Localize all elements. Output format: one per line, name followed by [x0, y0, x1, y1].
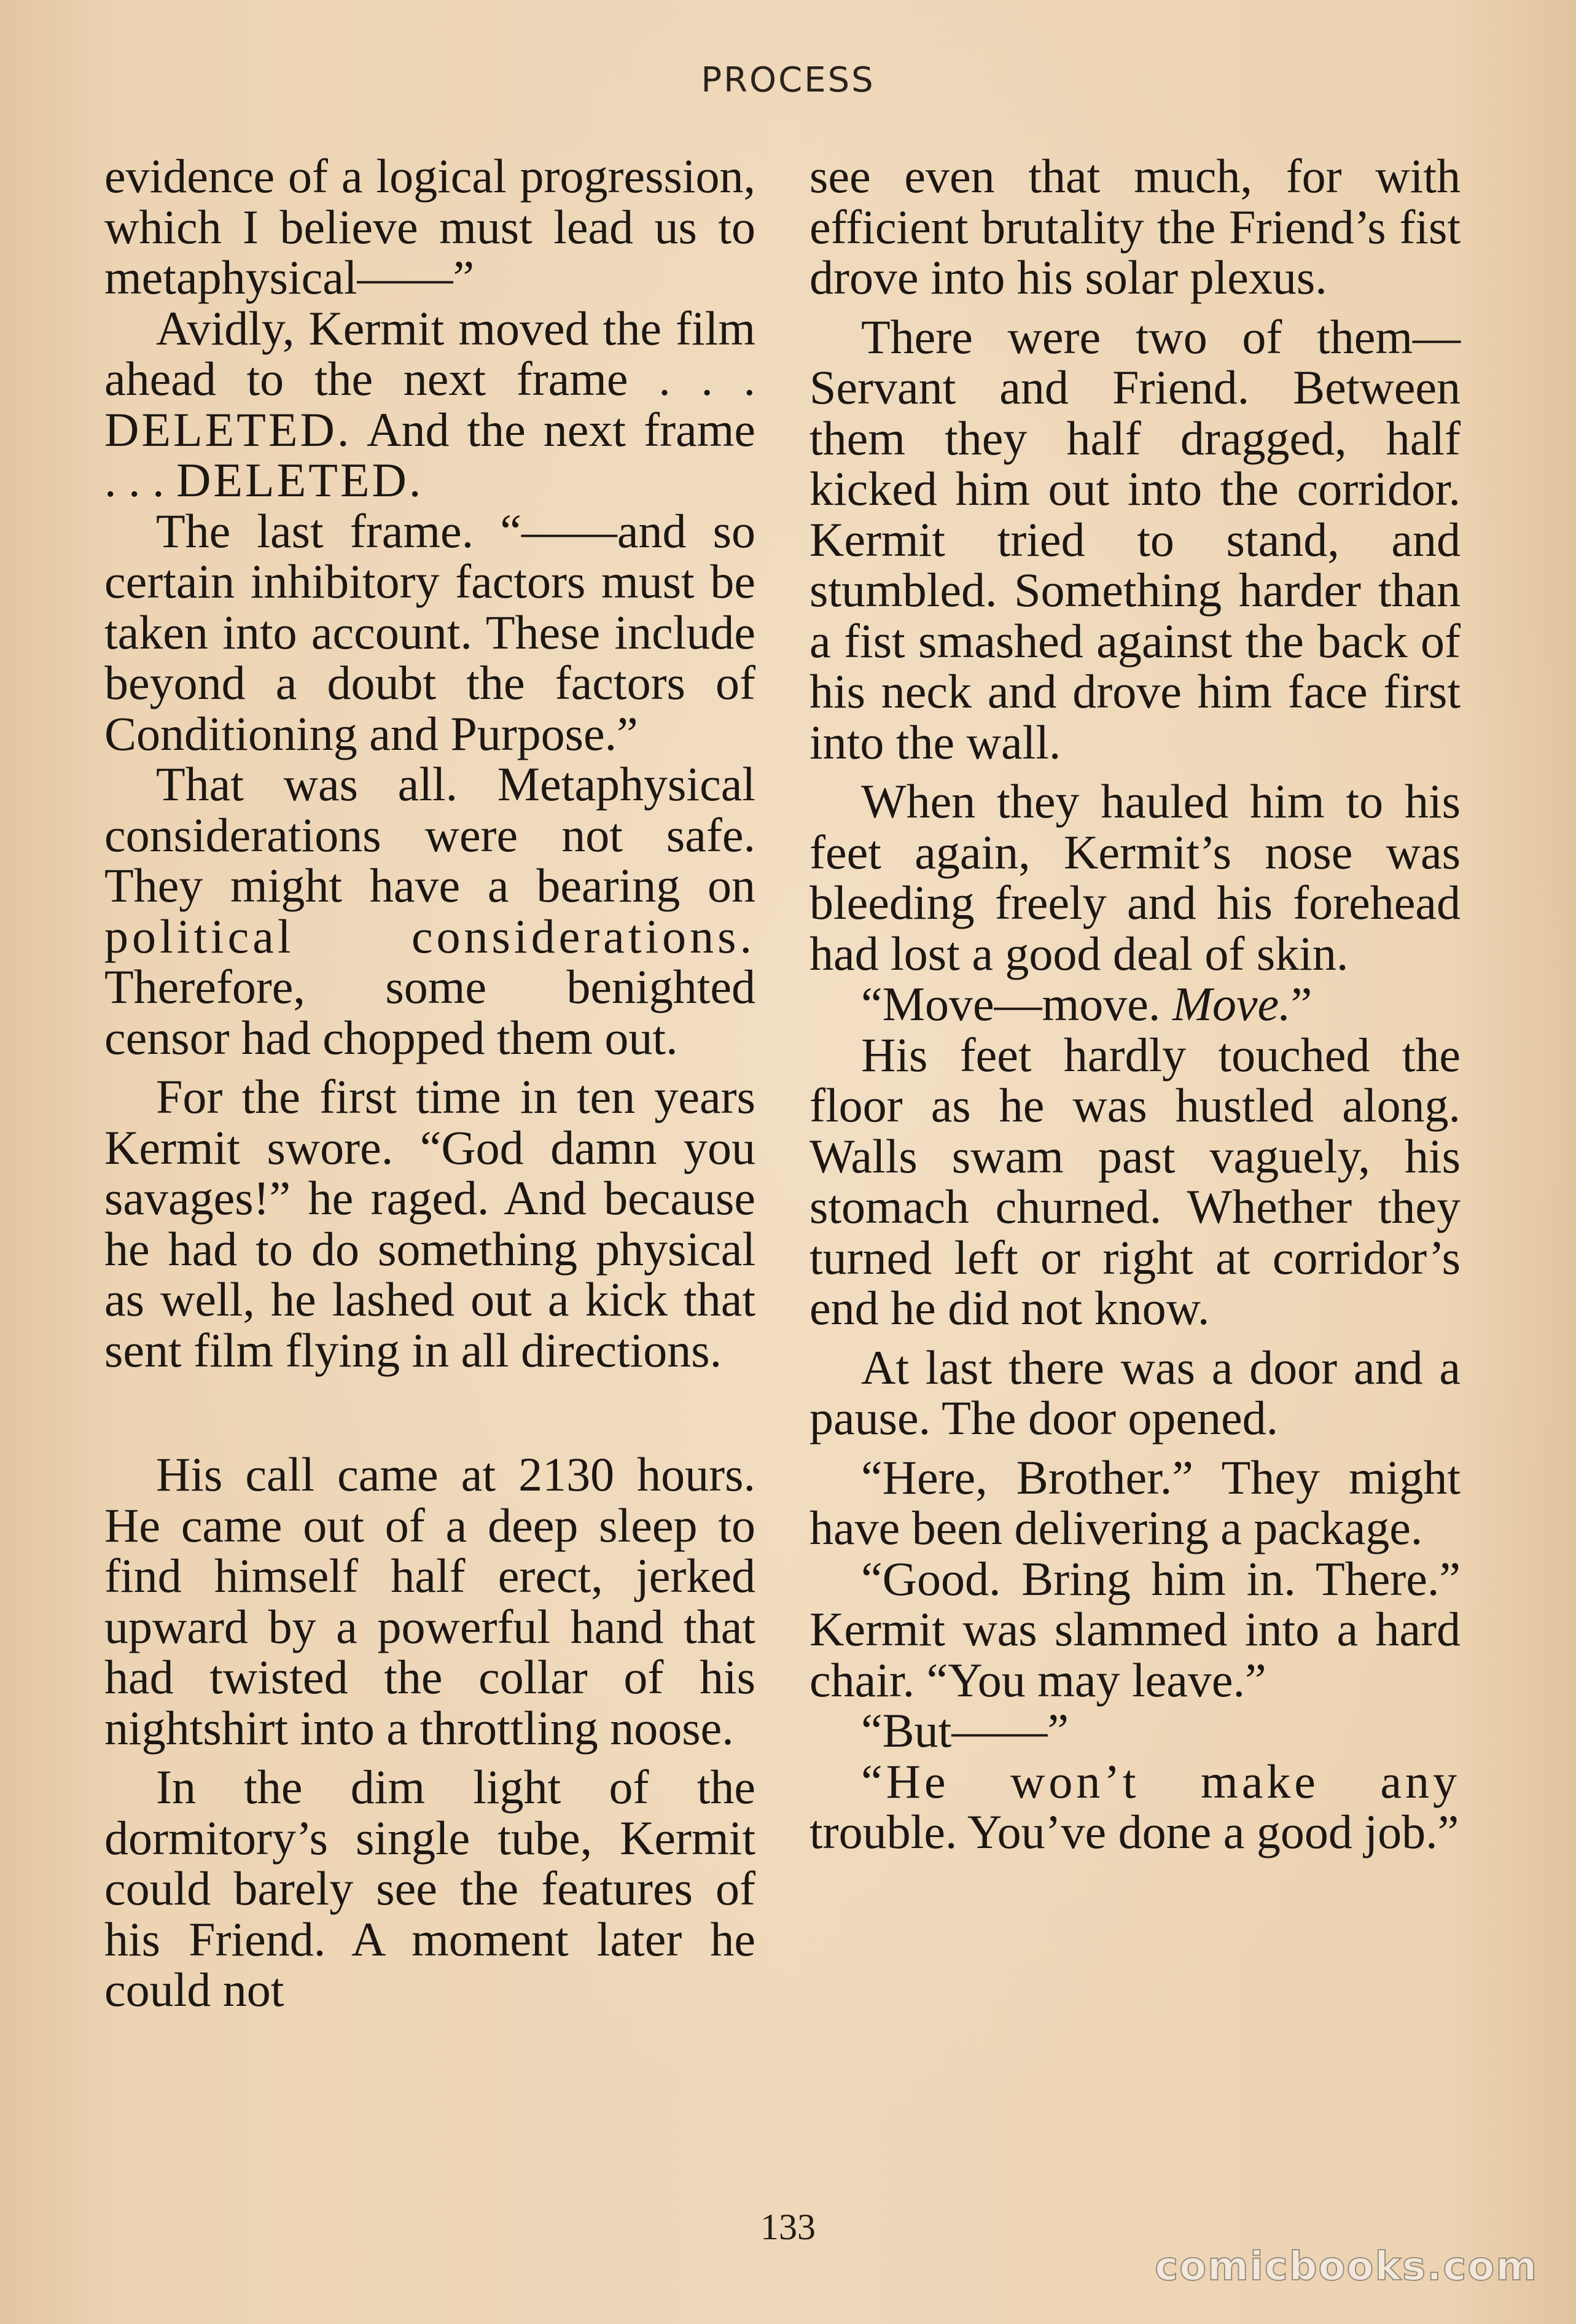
- left-paragraph-1: evidence of a logical progression, which I believe must lead us to metaphysical——”: [104, 149, 755, 304]
- watermark: comicbooks.com: [1155, 2244, 1538, 2290]
- right-paragraph-4-quote: ”: [1290, 977, 1313, 1031]
- right-paragraph-1: see even that much, for with efficient brutality the Friend’s fist drove into his solar plexus.: [809, 149, 1461, 304]
- deleted-marker-2: DELETED.: [176, 453, 424, 507]
- right-paragraph-4: [809, 979, 1461, 1030]
- right-paragraph-9: “But——”: [861, 1704, 1069, 1757]
- right-paragraph-4-italic: Move.: [1172, 977, 1291, 1031]
- right-paragraph-6: At last there was a door and a pause. The door opened.: [809, 1340, 1461, 1445]
- right-paragraph-3: When they hauled him to his feet again, Kermit’s nose was bleeding freely and his forehead had lost a good deal of skin.: [809, 774, 1461, 980]
- left-paragraph-7: In the dim light of the dormitory’s single tube, Kermit could barely see the features of his Friend. A moment later he could not: [104, 1760, 755, 2016]
- left-paragraph-4: [104, 759, 755, 1063]
- right-paragraph-10-text: trouble. You’ve done a good job.”: [809, 1805, 1459, 1858]
- left-column: [104, 151, 755, 2016]
- right-paragraph-8: “Good. Bring him in. There.” Kermit was slammed into a hard chair. “You may leave.”: [809, 1551, 1461, 1707]
- left-paragraph-2-text-b: And the next frame . . .: [104, 402, 755, 507]
- right-paragraph-4-text: “Move—move.: [861, 977, 1161, 1031]
- running-head: PROCESS: [701, 60, 875, 100]
- left-paragraph-2-text: Avidly, Kermit moved the film ahead to the next frame . . .: [104, 301, 755, 405]
- left-paragraph-6: His call came at 2130 hours. He came out of a deep sleep to find himself half erect, jerked upward by a powerful hand that had twisted the collar of his nightshirt into a throttling noose.: [104, 1448, 755, 1755]
- right-paragraph-7: “Here, Brother.” They might have been delivering a package.: [809, 1450, 1461, 1554]
- left-paragraph-2: [104, 303, 755, 506]
- left-paragraph-4-text: That was all. Metaphysical considerations were not safe. They might have a bearing on: [104, 757, 755, 912]
- right-paragraph-5: His feet hardly touched the floor as he was hustled along. Walls swam past vaguely, his stomach churned. Whether they turned left or right at corridor’s end he did not know.: [809, 1027, 1461, 1335]
- left-paragraph-3: The last frame. “——and so certain inhibitory factors must be taken into account. These include beyond a doubt the factors of Conditioning and Purpose.”: [104, 504, 755, 760]
- page-number: 133: [760, 2207, 816, 2247]
- right-paragraph-10: [809, 1754, 1461, 1858]
- left-paragraph-5: For the first time in ten years Kermit swore. “God damn you savages!” he raged. And because he had to do something physical as well, he lashed out a kick that sent film flying in all directions.: [104, 1070, 755, 1377]
- right-column: [809, 151, 1461, 1858]
- left-paragraph-4-text-b: Therefore, some benighted censor had chopped them out.: [104, 960, 755, 1064]
- deleted-marker-1: DELETED.: [104, 402, 352, 456]
- left-paragraph-4-spaced: political considerations.: [104, 909, 755, 963]
- right-paragraph-10-spaced: “He won’t make any: [861, 1754, 1461, 1808]
- right-paragraph-2: There were two of them—Servant and Friend. Between them they half dragged, half kicked him out into the corridor. Kermit tried to stand, and stumbled. Something harder than a fist smashed against the back of his neck and drove him face first into the wall.: [809, 310, 1461, 769]
